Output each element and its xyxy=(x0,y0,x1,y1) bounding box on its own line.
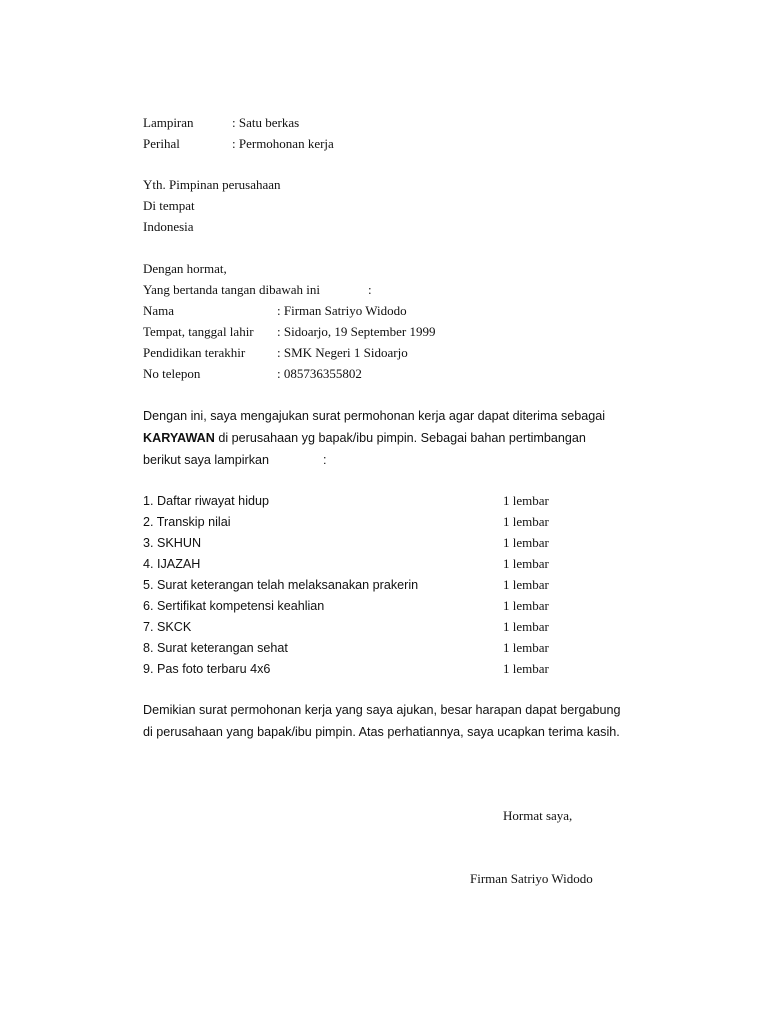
body-line-3: berikut saya lampirkan xyxy=(143,453,269,467)
field-label-birth: Tempat, tanggal lahir xyxy=(143,324,254,339)
attachment-item-name: 4. IJAZAH xyxy=(143,557,201,571)
intro-colon: : xyxy=(368,282,372,297)
attachment-item-qty: 1 lembar xyxy=(503,598,549,613)
perihal-value: : Permohonan kerja xyxy=(232,136,334,151)
closing-line-2: di perusahaan yang bapak/ibu pimpin. Atas perhatiannya, saya ucapkan terima kasih. xyxy=(143,725,620,739)
body-line-2-rest: di perusahaan yg bapak/ibu pimpin. Sebagai bahan pertimbangan xyxy=(214,431,586,445)
perihal-label: Perihal xyxy=(143,136,180,151)
field-label-phone: No telepon xyxy=(143,366,201,381)
signature-name: Firman Satriyo Widodo xyxy=(470,871,593,886)
field-label-education: Pendidikan terakhir xyxy=(143,345,246,360)
attachment-item-qty: 1 lembar xyxy=(503,619,549,634)
attachment-item-name: 7. SKCK xyxy=(143,620,192,634)
body-line-1: Dengan ini, saya mengajukan surat permohonan kerja agar dapat diterima sebagai xyxy=(143,409,606,423)
signature-salutation: Hormat saya, xyxy=(503,808,573,823)
attachment-item-qty: 1 lembar xyxy=(503,535,549,550)
attachment-item-qty: 1 lembar xyxy=(503,556,549,571)
closing-line-1: Demikian surat permohonan kerja yang saya ajukan, besar harapan dapat bergabung xyxy=(143,703,621,717)
body-bold-karyawan: KARYAWAN xyxy=(143,431,215,445)
attachment-item-name: 3. SKHUN xyxy=(143,536,202,550)
field-value-phone: : 085736355802 xyxy=(277,366,362,381)
attachment-item-name: 5. Surat keterangan telah melaksanakan prakerin xyxy=(143,578,419,592)
attachment-item-name: 9. Pas foto terbaru 4x6 xyxy=(143,662,271,676)
field-value-education: : SMK Negeri 1 Sidoarjo xyxy=(277,345,408,360)
attachment-item-qty: 1 lembar xyxy=(503,514,549,529)
field-value-name: : Firman Satriyo Widodo xyxy=(277,303,407,318)
attachment-item-name: 6. Sertifikat kompetensi keahlian xyxy=(143,599,325,613)
greeting: Dengan hormat, xyxy=(143,261,227,276)
intro-text: Yang bertanda tangan dibawah ini xyxy=(143,282,321,297)
field-value-birth: : Sidoarjo, 19 September 1999 xyxy=(277,324,436,339)
recipient-line-2: Di tempat xyxy=(143,198,195,213)
attachment-item-qty: 1 lembar xyxy=(503,493,549,508)
attachment-item-name: 1. Daftar riwayat hidup xyxy=(143,494,269,508)
body-line-3-colon: : xyxy=(323,453,327,467)
body-line-2 xyxy=(143,430,586,446)
attachment-item-qty: 1 lembar xyxy=(503,640,549,655)
attachment-item-name: 2. Transkip nilai xyxy=(143,515,231,529)
recipient-line-1: Yth. Pimpinan perusahaan xyxy=(143,177,281,192)
recipient-line-3: Indonesia xyxy=(143,219,194,234)
field-label-name: Nama xyxy=(143,303,175,318)
attachment-item-qty: 1 lembar xyxy=(503,661,549,676)
lampiran-value: : Satu berkas xyxy=(232,115,300,130)
attachment-item-name: 8. Surat keterangan sehat xyxy=(143,641,288,655)
attachment-item-qty: 1 lembar xyxy=(503,577,549,592)
lampiran-label: Lampiran xyxy=(143,115,194,130)
